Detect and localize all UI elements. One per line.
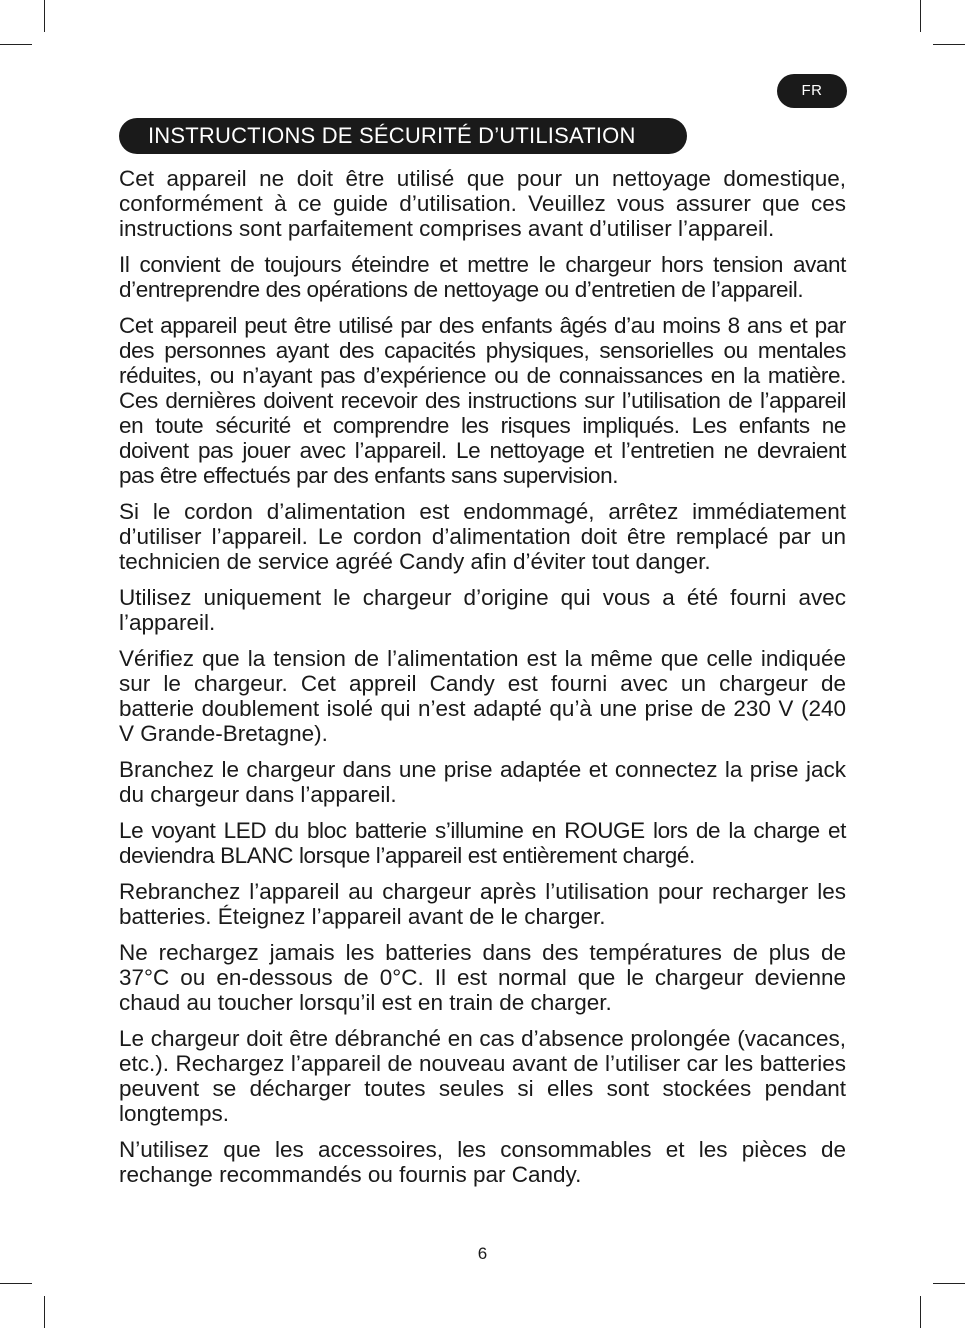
paragraph-recharge: Rebranchez l’appareil au chargeur après l’utilisation pour recharger les batteries. Éteignez l’appareil avant de le charger.	[119, 879, 846, 929]
page-number: 6	[477, 1244, 488, 1263]
crop-mark	[933, 44, 965, 45]
paragraph-voltage: Vérifiez que la tension de l’alimentation est la même que celle indiquée sur le chargeur. Cet appreil Candy est fourni avec un chargeur de batterie doublement isolé qui n’est adapté qu’à une prise de 230 V (240 V Grande-Bretagne).	[119, 646, 846, 746]
language-badge: FR	[777, 74, 847, 108]
crop-mark	[920, 0, 921, 32]
section-title: INSTRUCTIONS DE SÉCURITÉ D’UTILISATION	[119, 118, 687, 154]
crop-mark	[0, 44, 32, 45]
paragraph-children: Cet appareil peut être utilisé par des enfants âgés d’au moins 8 ans et par des personnes ayant des capacités physiques, sensorielles ou mentales réduites, ou n’ayant pas d’expérience ou de connaissances en la matière. Ces dernières doivent recevoir des instructions sur l’utilisation de l’appareil en toute sécurité et comprendre les risques impliqués. Les enfants ne doivent pas jouer avec l’appareil. Le nettoyage et l’entretien ne devraient pas être effectués par des enfants sans supervision.	[119, 313, 846, 488]
safety-instructions	[119, 166, 846, 1198]
crop-mark	[44, 0, 45, 32]
paragraph-unplug: Le chargeur doit être débranché en cas d’absence prolongée (vacances, etc.). Rechargez l’appareil de nouveau avant de l’utiliser car les batteries peuvent se décharger toutes seules si elles sont stockées pendant longtemps.	[119, 1026, 846, 1126]
crop-mark	[44, 1296, 45, 1328]
paragraph-temperature: Ne rechargez jamais les batteries dans des températures de plus de 37°C ou en-dessous de 0°C. Il est normal que le chargeur devienne chaud au toucher lorsqu’il est en train de charger.	[119, 940, 846, 1015]
paragraph-led: Le voyant LED du bloc batterie s’illumine en ROUGE lors de la charge et deviendra BLANC lorsque l’appareil est entièrement chargé.	[119, 818, 846, 868]
paragraph-domestic-use: Cet appareil ne doit être utilisé que pour un nettoyage domestique, conformément à ce guide d’utilisation. Veuillez vous assurer que ces instructions sont parfaitement comprises avant d’utiliser l’appareil.	[119, 166, 846, 241]
paragraph-switch-off: Il convient de toujours éteindre et mettre le chargeur hors tension avant d’entreprendre des opérations de nettoyage ou d’entretien de l’appareil.	[119, 252, 846, 302]
paragraph-accessories: N’utilisez que les accessoires, les consommables et les pièces de rechange recommandés ou fournis par Candy.	[119, 1137, 846, 1187]
paragraph-plug-in: Branchez le chargeur dans une prise adaptée et connectez la prise jack du chargeur dans l’appareil.	[119, 757, 846, 807]
crop-mark	[933, 1283, 965, 1284]
paragraph-power-cord: Si le cordon d’alimentation est endommagé, arrêtez immédiatement d’utiliser l’appareil. Le cordon d’alimentation doit être remplacé par un technicien de service agréé Candy afin d’éviter tout danger.	[119, 499, 846, 574]
crop-mark	[920, 1296, 921, 1328]
paragraph-original-charger: Utilisez uniquement le chargeur d’origine qui vous a été fourni avec l’appareil.	[119, 585, 846, 635]
crop-mark	[0, 1283, 32, 1284]
